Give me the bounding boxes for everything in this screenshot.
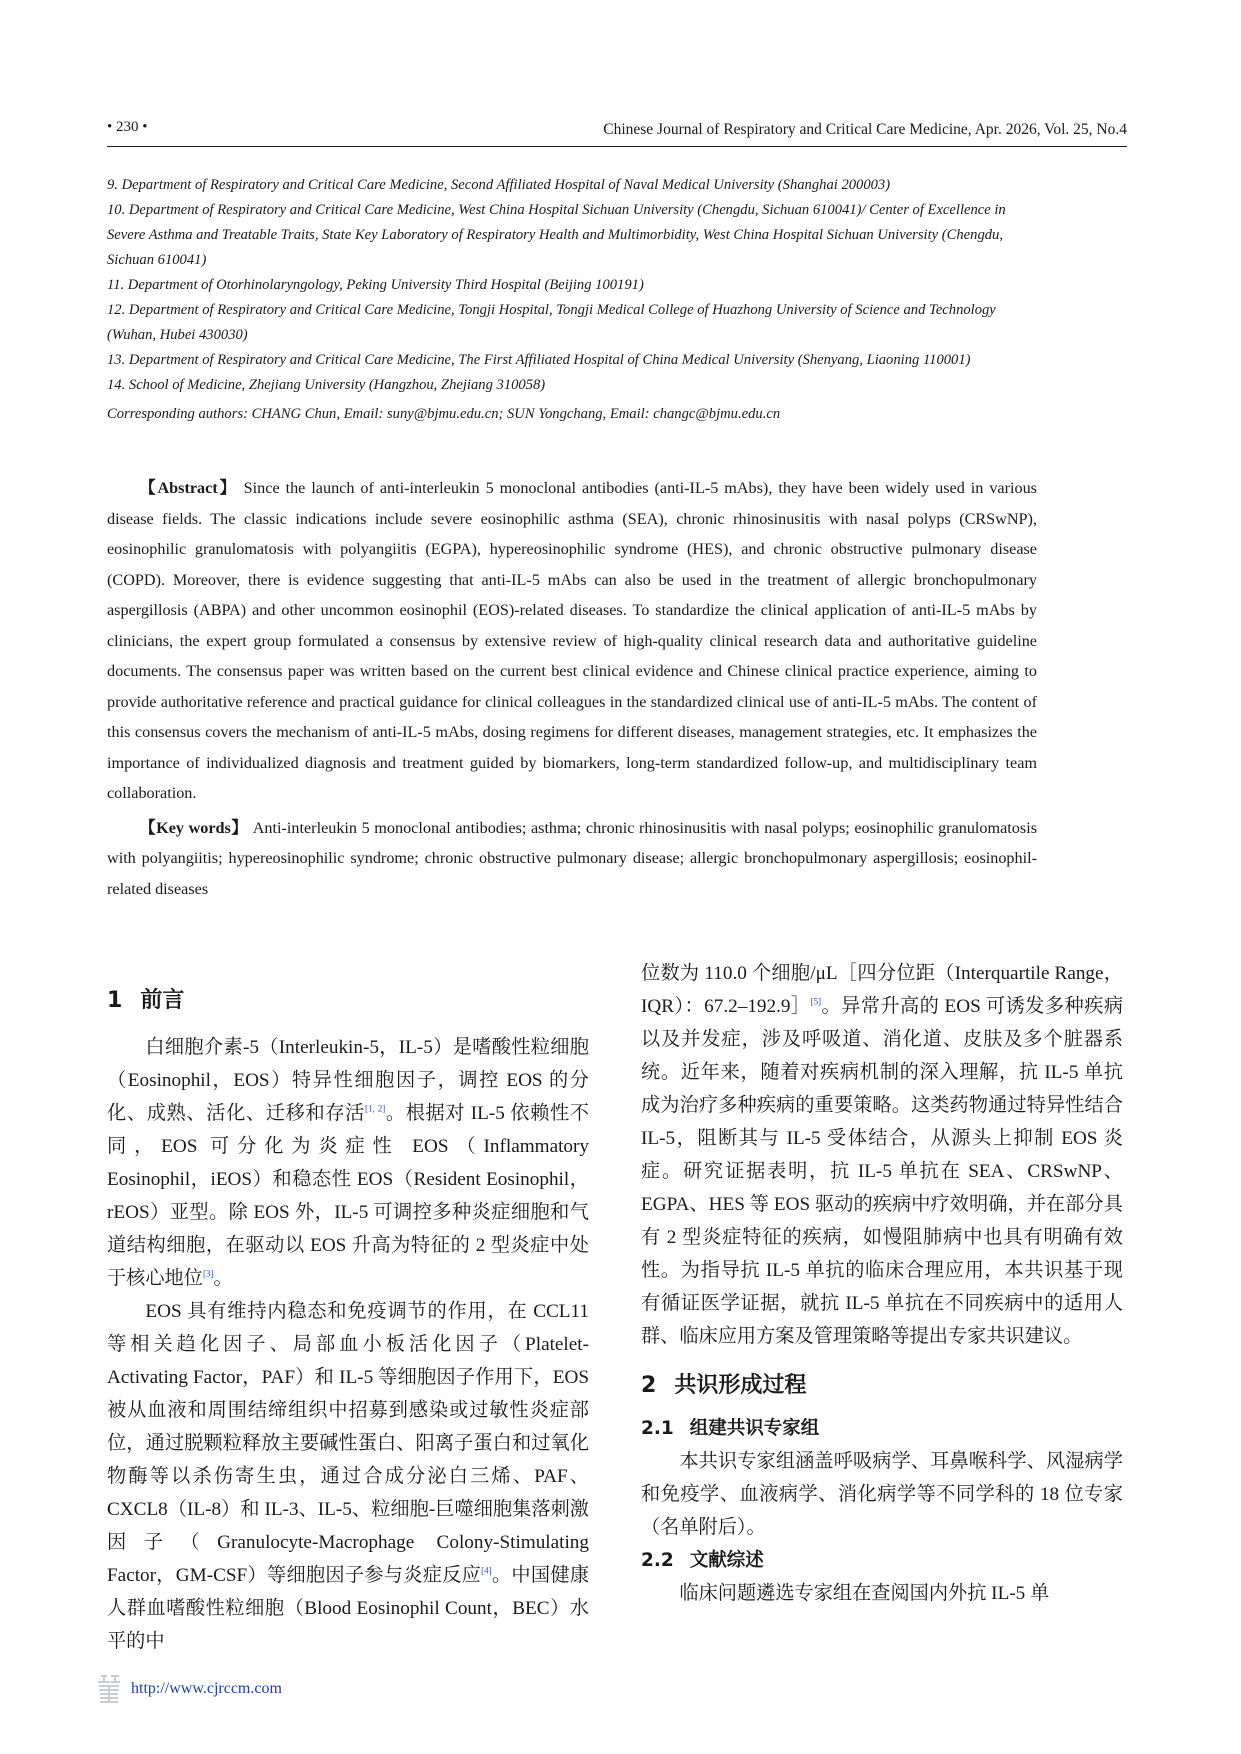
abstract-block [107, 473, 1037, 904]
subsection-title: 组建共识专家组 [689, 1418, 820, 1439]
body-paragraph [107, 1295, 589, 1658]
section-title: 共识形成过程 [674, 1373, 807, 1398]
subsection-number: 2.2 [641, 1550, 674, 1571]
footer [95, 1673, 282, 1705]
subsection-number: 2.1 [641, 1418, 674, 1439]
text-run: 白细胞介素-5（Interleukin-5，IL-5）是嗜酸性粒细胞（Eosinophil，EOS）特异性细胞因子，调控 EOS 的分化、成熟、活化、迁移和存活 [107, 1037, 589, 1124]
text-run: 。异常升高的 EOS 可诱发多种疾病以及并发症，涉及呼吸道、消化道、皮肤及多个脏器系统。近年来，随着对疾病机制的深入理解，抗 IL-5 单抗成为治疗多种疾病的重要策略。这类药物通过特异性结合 IL-5，阻断其与 IL-5 受体结合，从源头上抑制 EOS 炎症。研究证据表明，抗 IL-5 单抗在 SEA、CRSwNP、EGPA、HES 等 EOS 驱动的疾病中疗效明确，并在部分具有 2 型炎症特征的疾病，如慢阻肺病中也具有明确有效性。为指导抗 IL-5 单抗的临床合理应用，本共识基于现有循证医学证据，就抗 IL-5 单抗在不同疾病中的适用人群、临床应用方案及管理策略等提出专家共识建议。 [641, 996, 1124, 1347]
citation-link[interactable]: [3] [202, 1268, 214, 1279]
section-title: 前言 [140, 988, 185, 1013]
body-paragraph: 临床问题遴选专家组在查阅国内外抗 IL-5 单 [679, 1583, 1050, 1604]
citation-link[interactable]: [1, 2] [365, 1103, 386, 1114]
abstract-label: 【Abstract】 [139, 479, 238, 497]
affiliation-item: 12. Department of Respiratory and Critical Care Medicine, Tongji Hospital, Tongji Medical College of Huazhong University of Science and Technology (Wuhan, Hubei 430030) [107, 302, 996, 343]
keywords-paragraph [107, 813, 1037, 905]
header-rule [107, 146, 1127, 147]
text-run: 。 [213, 1268, 233, 1289]
subsection-heading-expert-group [641, 1412, 1123, 1445]
section-heading-introduction [107, 984, 589, 1017]
section-number: 2 [641, 1373, 657, 1398]
affiliation-item: 14. School of Medicine, Zhejiang University (Hangzhou, Zhejiang 310058) [107, 377, 546, 393]
body-paragraph [107, 1031, 589, 1295]
keywords-text: Anti-interleukin 5 monoclonal antibodies; asthma; chronic rhinosinusitis with nasal polyps; eosinophilic granulomatosis with polyangiitis; hypereosinophilic syndrome; chronic obstructive pulmonary disease; allergic bronchopulmonary aspergillosis; eosinophil-related diseases [107, 818, 1037, 898]
journal-url-link[interactable]: http://www.cjrccm.com [131, 1680, 282, 1697]
text-run: 。根据对 IL-5 依赖性不同，EOS 可分化为炎症性 EOS（Inflammatory Eosinophil，iEOS）和稳态性 EOS（Resident Eosinophil，rEOS）亚型。除 EOS 外，IL-5 可调控多种炎症细胞和气道结构细胞，在驱动以 EOS 升高为特征的 2 型炎症中处于核心地位 [107, 1103, 590, 1289]
abstract-text: Since the launch of anti-interleukin 5 monoclonal antibodies (anti-IL-5 mAbs), they have been widely used in various disease fields. The classic indications include severe eosinophilic asthma (SEA), chronic rhinosinusitis with nasal polyps (CRSwNP), eosinophilic granulomatosis with polyangiitis (EGPA), hypereosinophilic syndrome (HES), and chronic obstructive pulmonary disease (COPD). Moreover, there is evidence suggesting that anti-IL-5 mAbs can also be used in the treatment of allergic bronchopulmonary aspergillosis (ABPA) and other uncommon eosinophil (EOS)-related diseases. To standardize the clinical application of anti-IL-5 mAbs by clinicians, the expert group formulated a consensus by extensive review of high-quality clinical research data and authoritative guideline documents. The consensus paper was written based on the current best clinical evidence and Chinese clinical practice experience, aiming to provide authoritative reference and practical guidance for clinical colleagues in the standardized clinical use of anti-IL-5 mAbs. The content of this consensus covers the mechanism of anti-IL-5 mAbs, dosing regimens for different diseases, management strategies, etc. It emphasizes the importance of individualized diagnosis and treatment guided by biomarkers, long-term standardized follow-up, and multidisciplinary team collaboration. [107, 479, 1037, 802]
affiliations-block [107, 173, 1037, 427]
section-heading-consensus-process [641, 1369, 1123, 1402]
section-number: 1 [107, 988, 123, 1013]
citation-link[interactable]: [5] [810, 996, 822, 1007]
citation-link[interactable]: [4] [481, 1565, 492, 1576]
affiliation-item: 10. Department of Respiratory and Critical Care Medicine, West China Hospital Sichuan University (Chengdu, Sichuan 610041)/ Center of Excellence in Severe Asthma and Treatable Traits, State Key Laboratory of Respiratory Health and Multimorbidity, West China Hospital Sichuan University (Chengdu, Sichuan 610041) [107, 202, 1006, 268]
text-run: EOS 具有维持内稳态和免疫调节的作用，在 CCL11 等相关趋化因子、局部血小板活化因子（Platelet-Activating Factor，PAF）和 IL-5 等细胞因子作用下，EOS 被从血液和周围结缔组织中招募到感染或过敏性炎症部位，通过脱颗粒释放主要碱性蛋白、阳离子蛋白和过氧化物酶等以杀伤寄生虫，通过合成分泌白三烯、PAF、CXCL8（IL-8）和 IL-3、IL-5、粒细胞-巨噬细胞集落刺激因子（Granulocyte-Macrophage Colony-Stimulating Factor，GM-CSF）等细胞因子参与炎症反应 [107, 1301, 589, 1586]
page-number: • 230 • [107, 119, 148, 135]
right-column [641, 957, 1123, 1610]
journal-logo-icon [95, 1673, 123, 1705]
corresponding-authors: Corresponding authors: CHANG Chun, Email: suny@bjmu.edu.cn; SUN Yongchang, Email: changc@bjmu.edu.cn [107, 406, 781, 422]
abstract-paragraph [107, 473, 1037, 809]
left-column [107, 958, 589, 1658]
subsection-heading-literature-review [641, 1544, 1123, 1577]
body-paragraph-continued [641, 957, 1123, 1353]
affiliation-item: 11. Department of Otorhinolaryngology, Peking University Third Hospital (Beijing 100191) [107, 277, 644, 293]
affiliation-item: 9. Department of Respiratory and Critical Care Medicine, Second Affiliated Hospital of Naval Medical University (Shanghai 200003) [107, 177, 891, 193]
text-run: 位数为 110.0 个细胞/μL［四分位距（Interquartile Range，IQR）：67.2–192.9］ [641, 963, 1123, 1017]
subsection-title: 文献综述 [689, 1550, 764, 1571]
affiliation-item: 13. Department of Respiratory and Critical Care Medicine, The First Affiliated Hospital of China Medical University (Shenyang, Liaoning 110001) [107, 352, 971, 368]
journal-header: Chinese Journal of Respiratory and Critical Care Medicine, Apr. 2026, Vol. 25, No.4 [603, 121, 1127, 138]
keywords-label: 【Key words】 [139, 818, 249, 837]
text-run: 。中国健康人群血嗜酸性粒细胞（Blood Eosinophil Count，BEC）水平的中 [107, 1565, 590, 1652]
body-paragraph: 本共识专家组涵盖呼吸病学、耳鼻喉科学、风湿病学和免疫学、血液病学、消化病学等不同学科的 18 位专家（名单附后）。 [641, 1451, 1123, 1538]
